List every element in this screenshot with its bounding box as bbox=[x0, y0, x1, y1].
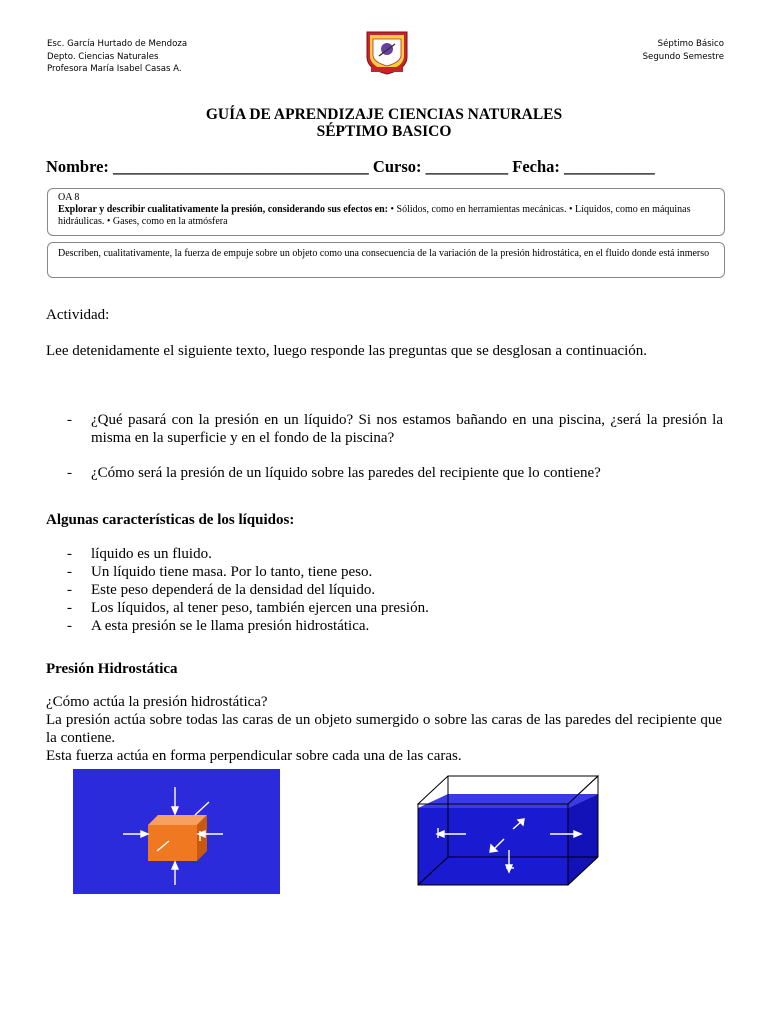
hydrostatic-heading: Presión Hidrostática bbox=[46, 661, 178, 677]
question-1: - ¿Qué pasará con la presión en un líquido? Si nos estamos bañando en una piscina, ¿será la presión la misma en la superficie y en el fondo de la piscina? bbox=[67, 412, 723, 446]
hydrostatic-paragraph-1: La presión actúa sobre todas las caras de un objeto sumergido o sobre las caras de las paredes del recipiente que la contiene. bbox=[46, 712, 722, 746]
document-title: GUÍA DE APRENDIZAJE CIENCIAS NATURALES bbox=[205, 106, 563, 123]
submerged-cube-diagram bbox=[73, 769, 280, 894]
learning-objective-box bbox=[47, 188, 725, 236]
school-name: Esc. García Hurtado de Mendoza bbox=[47, 39, 188, 49]
objective-code: OA 8 bbox=[58, 192, 80, 203]
hydrostatic-paragraph-2: Esta fuerza actúa en forma perpendicular sobre cada una de las caras. bbox=[46, 748, 462, 764]
school-logo bbox=[361, 29, 413, 75]
activity-label: Actividad: bbox=[46, 307, 110, 323]
hydrostatic-question: ¿Cómo actúa la presión hidrostática? bbox=[46, 694, 268, 710]
course-level: Séptimo Básico bbox=[657, 39, 724, 49]
objective-text: Explorar y describir cualitativamente la presión, considerando sus efectos en: • Sólidos, como en herramientas mecánicas. • Líquidos, como en máquinas hidráulicas. • Gases, como en la atmósfera bbox=[58, 204, 691, 227]
department-name: Depto. Ciencias Naturales bbox=[47, 51, 159, 62]
course-header bbox=[643, 38, 724, 63]
container-pressure-diagram bbox=[410, 774, 606, 888]
student-info-fields: Nombre: _______________________________ Curso: __________ Fecha: ___________ bbox=[46, 157, 655, 176]
teacher-name: Profesora María Isabel Casas A. bbox=[47, 64, 182, 74]
school-header bbox=[47, 38, 187, 76]
document-subtitle: SÉPTIMO BASICO bbox=[316, 123, 452, 140]
characteristics-heading: Algunas características de los líquidos: bbox=[46, 512, 295, 528]
indicator-text: Describen, cualitativamente, la fuerza de empuje sobre un objeto como una consecuencia de la variación de la presión hidrostática, en el fluido donde está inmerso bbox=[58, 248, 710, 259]
semester: Segundo Semestre bbox=[642, 51, 724, 62]
indicator-box bbox=[47, 242, 725, 278]
activity-instruction: Lee detenidamente el siguiente texto, luego responde las preguntas que se desglosan a continuación. bbox=[46, 343, 648, 359]
